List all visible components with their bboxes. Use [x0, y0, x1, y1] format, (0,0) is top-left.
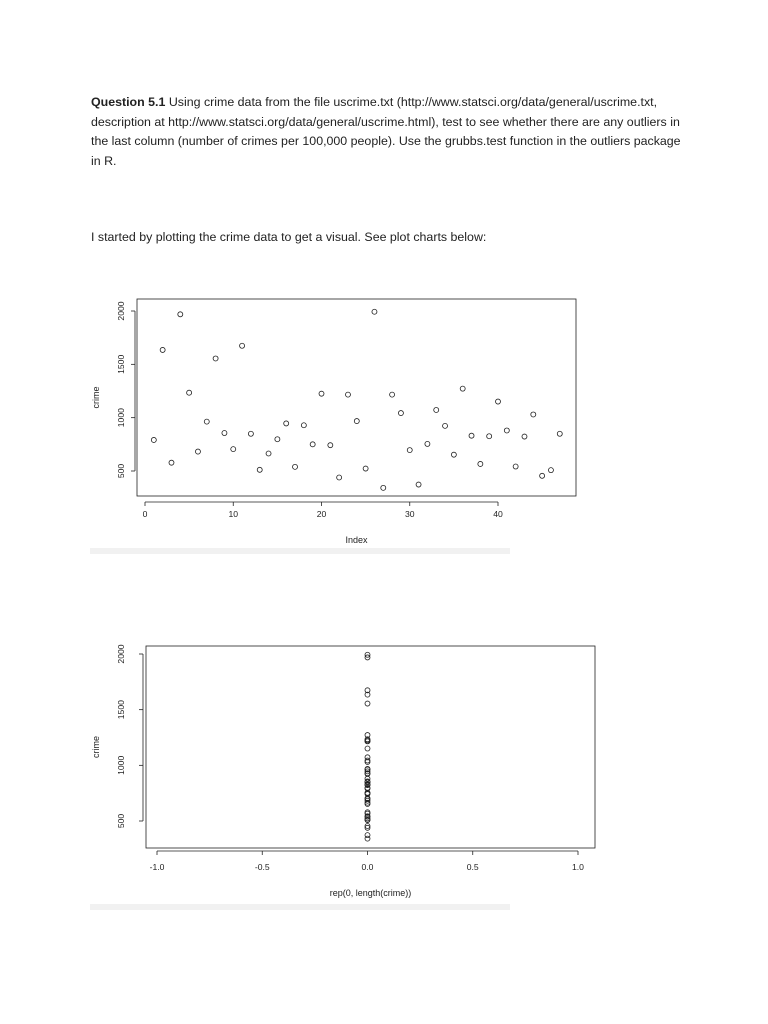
data-point	[160, 347, 165, 352]
question-text: Using crime data from the file uscrime.txt (http://www.statsci.org/data/general/uscrime.txt, description at http://www.statsci.org/data/general/uscrime.html), test to see whether there are any outliers in the last column (number of crimes per 100,000 people). Use the grubbs.test function in the outliers package in R.	[91, 95, 681, 168]
data-point	[319, 391, 324, 396]
data-point	[478, 461, 483, 466]
x-tick-label: 30	[404, 509, 415, 519]
data-point	[169, 460, 174, 465]
data-point	[365, 701, 370, 706]
x-axis-label: Index	[345, 535, 368, 545]
data-point	[301, 423, 306, 428]
y-tick-label: 2000	[116, 644, 126, 664]
data-point	[496, 399, 501, 404]
intro-paragraph: I started by plotting the crime data to get a visual. See plot charts below:	[91, 230, 487, 244]
data-point	[213, 356, 218, 361]
chart-bottom-shade	[90, 548, 510, 554]
question-label: Question 5.1	[91, 95, 166, 109]
x-tick-label: 40	[493, 509, 503, 519]
data-point	[425, 441, 430, 446]
y-axis-label: crime	[91, 386, 101, 409]
data-point	[381, 485, 386, 490]
data-point	[451, 452, 456, 457]
data-point	[504, 428, 509, 433]
y-tick-label: 1500	[116, 700, 126, 720]
data-point	[187, 390, 192, 395]
y-axis-label: crime	[91, 736, 101, 758]
data-point	[407, 448, 412, 453]
data-point	[522, 434, 527, 439]
data-point	[365, 833, 370, 838]
data-point	[487, 434, 492, 439]
data-point	[178, 312, 183, 317]
data-point	[434, 407, 439, 412]
data-point	[365, 746, 370, 751]
x-tick-label: 20	[316, 509, 327, 519]
data-point	[204, 419, 209, 424]
data-point	[345, 392, 350, 397]
y-tick-label: 1000	[116, 408, 126, 428]
data-point	[195, 449, 200, 454]
data-point	[398, 411, 403, 416]
y-tick-label: 2000	[116, 301, 126, 321]
x-tick-label: 0	[142, 509, 148, 519]
data-point	[266, 451, 271, 456]
data-point	[354, 419, 359, 424]
y-tick-label: 500	[116, 463, 126, 479]
data-point	[557, 431, 562, 436]
x-tick-label: 10	[228, 509, 239, 519]
x-tick-label: 0.5	[466, 862, 479, 872]
data-point	[469, 433, 474, 438]
data-point	[531, 412, 536, 417]
y-tick-label: 1000	[116, 755, 126, 775]
data-point	[372, 309, 377, 314]
y-tick-label: 1500	[116, 354, 126, 374]
x-axis-label: rep(0, length(crime))	[329, 888, 412, 898]
data-point	[443, 423, 448, 428]
data-point	[337, 475, 342, 480]
chart-bottom-shade	[90, 904, 510, 910]
x-tick-label: -1.0	[149, 862, 165, 872]
y-tick-label: 500	[116, 813, 126, 829]
data-point	[222, 431, 227, 436]
data-point	[540, 473, 545, 478]
data-point	[548, 468, 553, 473]
x-tick-label: -0.5	[254, 862, 270, 872]
data-point	[275, 437, 280, 442]
x-tick-label: 1.0	[572, 862, 584, 872]
data-point	[390, 392, 395, 397]
data-point	[284, 421, 289, 426]
data-point	[310, 442, 315, 447]
data-point	[248, 431, 253, 436]
data-point	[240, 343, 245, 348]
plot-frame	[137, 299, 576, 496]
data-point	[513, 464, 518, 469]
data-point	[328, 443, 333, 448]
data-point	[416, 482, 421, 487]
data-point	[460, 386, 465, 391]
x-tick-label: 0.0	[361, 862, 374, 872]
data-point	[363, 466, 368, 471]
plot-frame	[146, 646, 595, 848]
data-point	[151, 437, 156, 442]
data-point	[231, 447, 236, 452]
data-point	[365, 755, 370, 760]
data-point	[257, 467, 262, 472]
data-point	[293, 464, 298, 469]
